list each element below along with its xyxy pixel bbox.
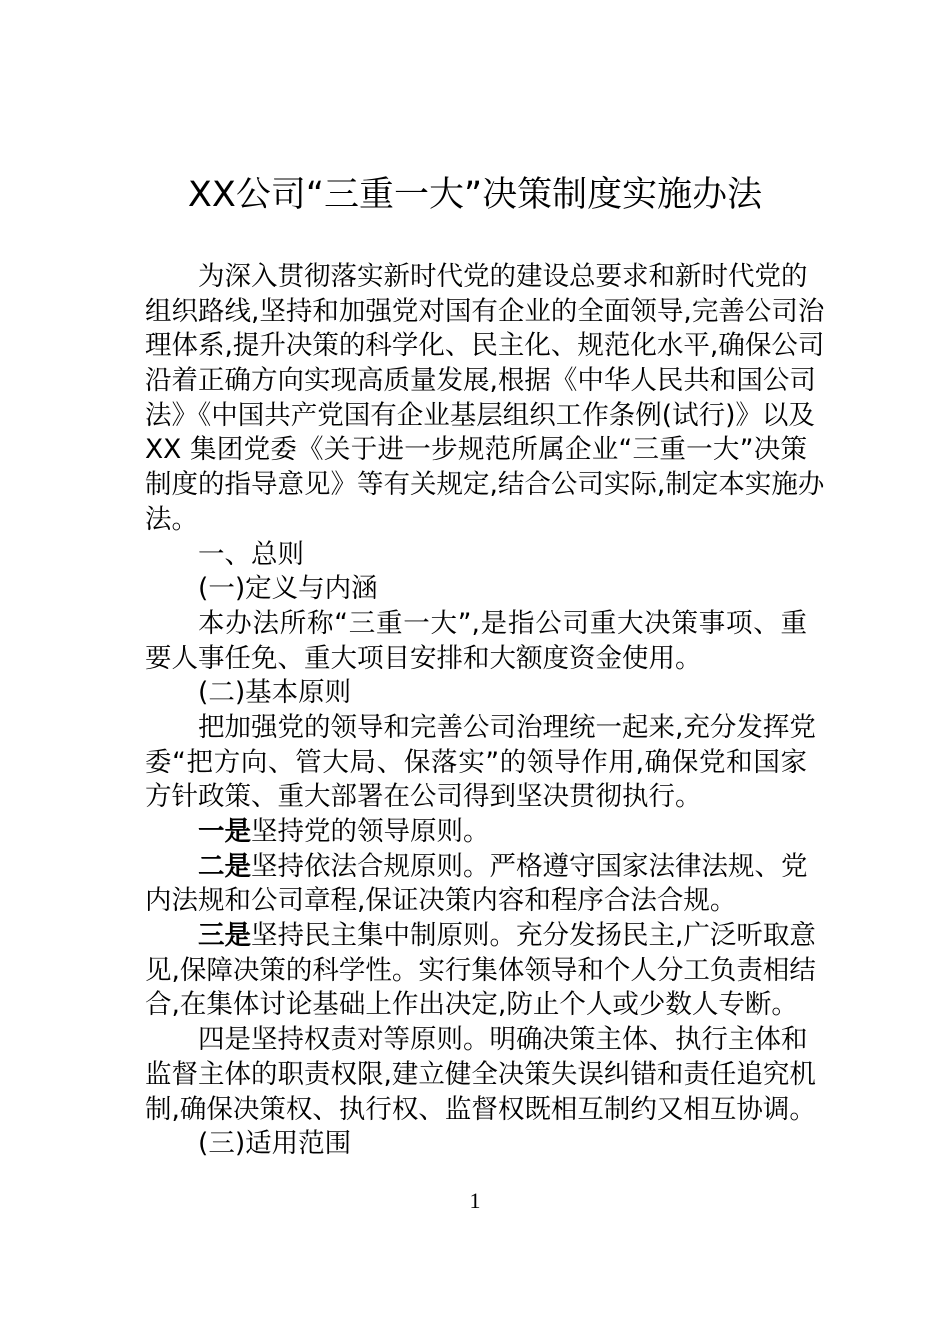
text-line (145, 260, 807, 295)
text-line (145, 1023, 807, 1058)
text-line (145, 815, 807, 850)
bold-prefix: 三是 (198, 920, 251, 952)
line-text: 坚持党的领导原则。 (251, 816, 490, 847)
text-line (145, 538, 807, 573)
line-text: 合,在集体讨论基础上作出决定,防止个人或少数人专断。 (145, 989, 798, 1021)
text-line (145, 572, 807, 607)
document-title: XX公司“三重一大”决策制度实施办法 (187, 175, 763, 215)
text-line (145, 329, 825, 364)
text-line (145, 642, 807, 677)
line-text: 为深入贯彻落实新时代党的建设总要求和新时代党的 (198, 261, 808, 292)
text-line (145, 850, 807, 885)
line-text: (一)定义与内涵 (198, 573, 378, 605)
text-line (145, 399, 815, 434)
text-line (145, 468, 825, 503)
line-text: 见,保障决策的科学性。实行集体领导和个人分工负责相结 (145, 954, 816, 986)
text-line (145, 433, 807, 468)
text-line (145, 884, 807, 919)
line-text: 坚持依法合规原则。严格遵守国家法律法规、党 (251, 850, 808, 882)
text-line (145, 780, 807, 815)
line-text: (二)基本原则 (198, 677, 352, 709)
text-line (145, 746, 807, 781)
line-text: 法。 (145, 503, 198, 535)
text-line (145, 607, 807, 642)
line-text: 理体系,提升决策的科学化、民主化、规范化水平,确保公司 (145, 330, 825, 362)
line-text: 委“把方向、管大局、保落实”的领导作用,确保党和国家 (145, 746, 807, 778)
text-line (145, 919, 816, 954)
line-text: (三)适用范围 (198, 1128, 352, 1160)
line-text: 坚持民主集中制原则。充分发扬民主,广泛听取意 (251, 920, 816, 952)
line-text: 四是坚持权责对等原则。明确决策主体、执行主体和 (198, 1024, 808, 1056)
text-line (145, 954, 816, 989)
text-line (145, 1058, 816, 1093)
text-line (145, 1093, 816, 1128)
line-text: 组织路线,坚持和加强党对国有企业的全面领导,完善公司治 (145, 295, 825, 327)
line-text: 监督主体的职责权限,建立健全决策失误纠错和责任追究机 (145, 1058, 816, 1090)
text-line (145, 711, 816, 746)
line-text: 要人事任免、重大项目安排和大额度资金使用。 (145, 642, 702, 674)
line-text: 法》《中国共产党国有企业基层组织工作条例(试行)》以及 (145, 399, 815, 431)
line-text: 制,确保决策权、执行权、监督权既相互制约又相互协调。 (145, 1093, 816, 1125)
text-line (145, 364, 816, 399)
text-line (145, 676, 807, 711)
bold-prefix: 一是 (198, 816, 251, 847)
line-text: 内法规和公司章程,保证决策内容和程序合法合规。 (145, 885, 737, 917)
text-line (145, 988, 807, 1023)
line-text: 把加强党的领导和完善公司治理统一起来,充分发挥党 (198, 711, 816, 743)
text-line (145, 1127, 807, 1162)
line-text: 方针政策、重大部署在公司得到坚决贯彻执行。 (145, 781, 702, 813)
text-line (145, 503, 807, 538)
bold-prefix: 二是 (198, 850, 251, 882)
document-body (145, 260, 825, 1162)
text-line (145, 295, 825, 330)
line-text: 沿着正确方向实现高质量发展,根据《中华人民共和国公司 (145, 365, 816, 397)
line-text: XX 集团党委《关于进一步规范所属企业“三重一大”决策 (145, 434, 807, 466)
line-text: 一、总则 (198, 538, 304, 570)
page-number: 1 (469, 1188, 481, 1213)
line-text: 制度的指导意见》等有关规定,结合公司实际,制定本实施办 (145, 469, 825, 501)
line-text: 本办法所称“三重一大”,是指公司重大决策事项、重 (198, 607, 807, 639)
